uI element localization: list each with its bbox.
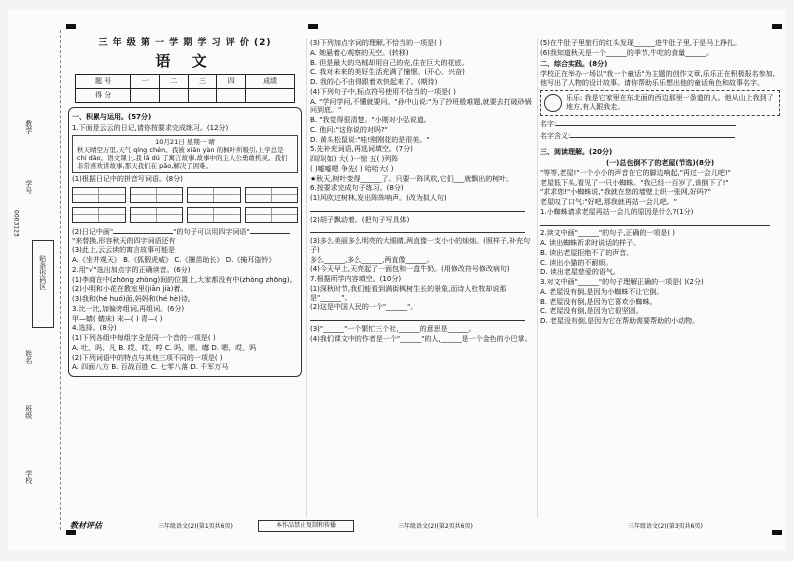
subject-title: 语 文 bbox=[155, 52, 215, 71]
options: A. 吐、吗、凡 B. 哎、哎、哼 C. 吗、嗯、嘟 D. 嗯、哎、吗 bbox=[72, 343, 257, 352]
sub-question: ★秋天,树叶变得______了。只要一阵风吹,它们___就飘出的树叶。 bbox=[310, 174, 514, 183]
diary-passage bbox=[72, 135, 298, 174]
score-cell[interactable] bbox=[159, 89, 188, 103]
registration-mark bbox=[772, 530, 782, 535]
section-1-box bbox=[68, 107, 302, 377]
sub-question: (4)今天早上,天亮起了一面包和一盒牛奶。(用修改符号修改病句) bbox=[310, 265, 510, 274]
question: 1.下面是云云的日记,请你按要求完成练习。(12分) bbox=[72, 123, 229, 132]
question: 2.读文中画"______"的句子,正确的一项是( ) bbox=[540, 229, 676, 238]
barcode-number: 0003123 bbox=[12, 210, 20, 237]
option: D. 我的心不由得跟着欢快起来了。(期待) bbox=[310, 78, 438, 86]
option: C. 我对未来的美好生活充满了憧憬。(开心、兴奋) bbox=[310, 68, 465, 77]
seal-label: 贴条形码区 bbox=[38, 255, 47, 290]
score-header: 四 bbox=[217, 75, 246, 89]
diary-text: 秋天晴空万里,天气 qíng chén。我被 xiān yàn 的枫叶所吸引,上学总是 chí dào。语文课上,我 lǎ dú 了寓言故事,故事中的主人公勇敢机灵。我们非常喜欢讲故事,那天我们在 pǎo,解决了困难。 bbox=[77, 145, 288, 170]
section-heading: 一、积累与运用。(57分) bbox=[72, 113, 152, 121]
sub-question: 甲—蜻( 蜻床) 未—( ) 青—( ) bbox=[72, 314, 163, 323]
word-row: 四四(如) 大( )一惊 五( )列阵 bbox=[310, 155, 399, 163]
sub-question: (1)下列各组中每组字全是同一个音的一项是( ) bbox=[72, 334, 216, 342]
sub-question: (2)这是中国人民的一个"______"。 bbox=[310, 303, 418, 312]
page-number: 三年级语文(2)(第3页共6页) bbox=[628, 523, 703, 530]
score-header: 成绩 bbox=[246, 75, 295, 89]
sub-question: (5)在牛肚子里旅行的红头发现______进牛肚子里,于是马上挣扎。 bbox=[540, 39, 742, 47]
score-cell[interactable] bbox=[131, 89, 160, 103]
score-header: 二 bbox=[159, 75, 188, 89]
option: C. 读出小猫的不耐烦。 bbox=[540, 258, 613, 267]
option: B. 但是最大的乌贼却用自己的壳,住在巨大的花底。 bbox=[310, 58, 469, 67]
sub-question: (3)我和(hé huó)面,妈妈和(hé hè)诗。 bbox=[72, 295, 195, 303]
diary-date: 10月21日 星期一 晴 bbox=[155, 137, 215, 146]
question: 5.先补充词语,再选词填空。(7分) bbox=[310, 145, 413, 154]
option: B. "我觉得很清楚。"小刚对小弘说道。 bbox=[310, 116, 431, 124]
page-number: 三年级语文(2)(第1页共6页) bbox=[158, 523, 233, 530]
sub-question: (2)下列词语中的特点与其他三项不同的一项是( ) bbox=[72, 353, 223, 362]
question: (4)下列句子中,标点符号使用不恰当的一项是( ) bbox=[310, 87, 456, 96]
story-paragraph: "求求您!"小蜘蛛说,"我就在您的墙壁上织一张网,好吗?" bbox=[540, 188, 711, 197]
speech-box bbox=[540, 90, 780, 116]
exam-title: 三 年 级 第 一 学 期 学 习 评 价 (2) bbox=[98, 38, 272, 48]
sub-question: 多么______,多么______,两直像______。 bbox=[310, 255, 434, 264]
strip-label: 学校 bbox=[24, 470, 33, 484]
publisher-logo: 教材评估 bbox=[70, 521, 102, 530]
question: (2)日记中画" "的句子可以用四字词语""来替换,形容秋天的四字词语还有 bbox=[72, 226, 298, 246]
section-heading: 三、阅读理解。(20分) bbox=[540, 148, 613, 157]
question: 4.选择。(8分) bbox=[72, 324, 117, 333]
answer-cell[interactable] bbox=[72, 207, 126, 223]
answer-blank[interactable] bbox=[113, 226, 173, 234]
name-blank[interactable] bbox=[556, 118, 736, 126]
sub-question: (1)李商在中(zhōng zhòng)间的位置上,大家都没有中(zhòng zhōng)。 bbox=[72, 275, 297, 284]
column-3 bbox=[540, 38, 780, 327]
question: 3.比一比,加偏旁组词,再组词。(6分) bbox=[72, 304, 185, 313]
question: 3.对文中画"______"的句子理解正确的一项是( )(2分) bbox=[540, 278, 704, 286]
section-intro: 学校正在举办一场以"我一个童话"为主题的创作文章,乐乐正在积极报名参加,他写出了人物的设计故事。请你帮助乐乐想出他的童话角色和故事名字。 bbox=[540, 70, 775, 87]
option: A. "学问学问,不懂就要问。"孙中山说:"为了抄班般难题,就要去打破砂锅问到底。" bbox=[310, 97, 532, 115]
options: A.《坐井观天》 B.《狐假虎威》 C.《揠苗助长》 D.《掩耳盗铃》 bbox=[72, 256, 276, 264]
speech-text: 乐乐: 我是它家里在东北面的西边那里一条道的人。他从山上我到了地方,有人跟我走。 bbox=[566, 93, 774, 111]
story-paragraph: 老屋低下头,看见了一只小蜘蛛。"我已经一百岁了,该倒下了!" bbox=[540, 178, 729, 187]
question: (1)根据日记中的拼音写词语。(8分) bbox=[72, 175, 183, 183]
registration-mark bbox=[66, 24, 76, 29]
strip-label: 学号 bbox=[24, 180, 33, 194]
page-number: 三年级语文(2)(第2页共6页) bbox=[398, 523, 473, 530]
registration-mark bbox=[308, 24, 318, 29]
question: 7.根据所学内容填空。(10分) bbox=[310, 275, 402, 283]
score-header: 三 bbox=[188, 75, 217, 89]
score-cell[interactable] bbox=[188, 89, 217, 103]
answer-blank[interactable] bbox=[250, 226, 290, 234]
sub-question: (3)多么美丽多么明亮的大眼睛,两直像一支小小的烛烛。(照样子,补充句子) bbox=[310, 237, 531, 254]
answer-cell[interactable] bbox=[245, 207, 299, 223]
question: (3)此上,云云读的寓言故事可能是 bbox=[72, 246, 176, 255]
story-paragraph: 老屋叹了口气:"好吧,那我就再站一会儿吧。" bbox=[540, 198, 678, 206]
sub-question: (1)风吹过树林,发出阵阵响声。(改为拟人句) bbox=[310, 194, 447, 202]
reading-title: (一)总也倒不了的老屋(节选)(8分) bbox=[605, 159, 715, 167]
score-cell[interactable] bbox=[217, 89, 246, 103]
sub-question: (6)我知道秋天是一个______的季节,牛吃的食量______。 bbox=[540, 48, 714, 57]
score-table bbox=[75, 74, 295, 103]
column-divider bbox=[306, 38, 307, 518]
answer-cell[interactable] bbox=[130, 207, 184, 223]
column-2 bbox=[310, 38, 534, 344]
strip-label: 班级 bbox=[24, 405, 33, 419]
copyright-stamp: 本作品禁止复制和传播 bbox=[258, 520, 354, 532]
options: A. 四面八方 B. 百战百胜 C. 七零八落 D. 千军万马 bbox=[72, 363, 229, 372]
answer-row: 名字: bbox=[540, 118, 780, 129]
answer-line[interactable] bbox=[310, 204, 534, 215]
option: C. 他问:"这你说的对吗?" bbox=[310, 125, 388, 134]
question: 6.按要求完成句子练习。(8分) bbox=[310, 184, 404, 193]
answer-cell[interactable] bbox=[72, 187, 126, 203]
cartoon-face-icon bbox=[544, 94, 562, 112]
option: A. 老屋没有倒,是因为小蜘蛛不让它倒。 bbox=[540, 287, 664, 296]
sub-question: (1)深秋时节,我们能看到满街枫树生长的景象,而诗人杜牧却说那是"______"。 bbox=[310, 284, 507, 302]
score-cell[interactable] bbox=[246, 89, 295, 103]
answer-line[interactable] bbox=[310, 313, 534, 324]
meaning-blank[interactable] bbox=[570, 130, 735, 138]
binding-strip bbox=[8, 30, 61, 530]
option: D. 读出老屋慈爱的语气。 bbox=[540, 268, 620, 277]
answer-cell[interactable] bbox=[187, 207, 241, 223]
column-1 bbox=[68, 38, 302, 377]
strip-label: 姓名 bbox=[24, 350, 33, 364]
story-paragraph: "等等,老屋!"一个小小的声音在它的脚边响起,"再过一会儿吧!" bbox=[540, 168, 731, 177]
score-header: 题 号 bbox=[76, 75, 131, 89]
answer-cell[interactable] bbox=[245, 187, 299, 203]
registration-mark bbox=[772, 24, 782, 29]
sub-question: (2)小明和小花在教室里(jiān jià)着。 bbox=[72, 285, 188, 294]
option: D. 老屋没有倒,是因为它在帮助需要帮助的小动物。 bbox=[540, 317, 700, 325]
option: B. 老屋没有倒,是因为它喜欢小蜘蛛。 bbox=[540, 297, 657, 306]
option: B. 读出老屋拒绝不了的声音。 bbox=[540, 248, 634, 257]
question: 2.用"√"选出加点字的正确读音。(6分) bbox=[72, 265, 191, 274]
score-label: 得 分 bbox=[76, 89, 131, 103]
option: D. 黄头松鼠说:"哇!刚刚花的是很美。" bbox=[310, 135, 430, 144]
option: A. 读出蜘蛛祈求时说话的样子。 bbox=[540, 239, 641, 247]
sub-question: (3)"______"一个繁忙三个社,______的意思是______。 bbox=[310, 324, 476, 333]
strip-label: 教学 bbox=[24, 120, 33, 134]
question: (3)下列加点字词的理解,不恰当的一项是( ) bbox=[310, 39, 442, 47]
barcode-seal-area bbox=[32, 240, 54, 328]
score-header: 一 bbox=[131, 75, 160, 89]
word-row: ( )嘘嘘嗯 争先( ) 哈哈大( ) bbox=[310, 164, 394, 173]
option: A. 她悬着心观察的天空。(转移) bbox=[310, 48, 409, 57]
answer-cell[interactable] bbox=[130, 187, 184, 203]
sub-question: (2)胡子飘动着。(把句子写具体) bbox=[310, 215, 410, 224]
answer-line[interactable] bbox=[540, 218, 780, 229]
answer-cell[interactable] bbox=[187, 187, 241, 203]
sub-question: (4)我们课文中的作者是一个"______"的人,______是一个金色的小巴掌。 bbox=[310, 334, 532, 343]
pinyin-answer-grid[interactable] bbox=[72, 187, 298, 223]
answer-row: 名字含义: bbox=[540, 130, 780, 141]
column-divider bbox=[537, 38, 538, 518]
option: C. 老屋没有倒,是因为它很坚固。 bbox=[540, 307, 643, 316]
section-heading: 二、综合实践。(8分) bbox=[540, 59, 608, 68]
answer-line[interactable] bbox=[310, 225, 534, 236]
question: 1.小蜘蛛请求老屋再站一会儿的原因是什么?(1分) bbox=[540, 207, 694, 216]
exam-sheet bbox=[8, 10, 786, 550]
